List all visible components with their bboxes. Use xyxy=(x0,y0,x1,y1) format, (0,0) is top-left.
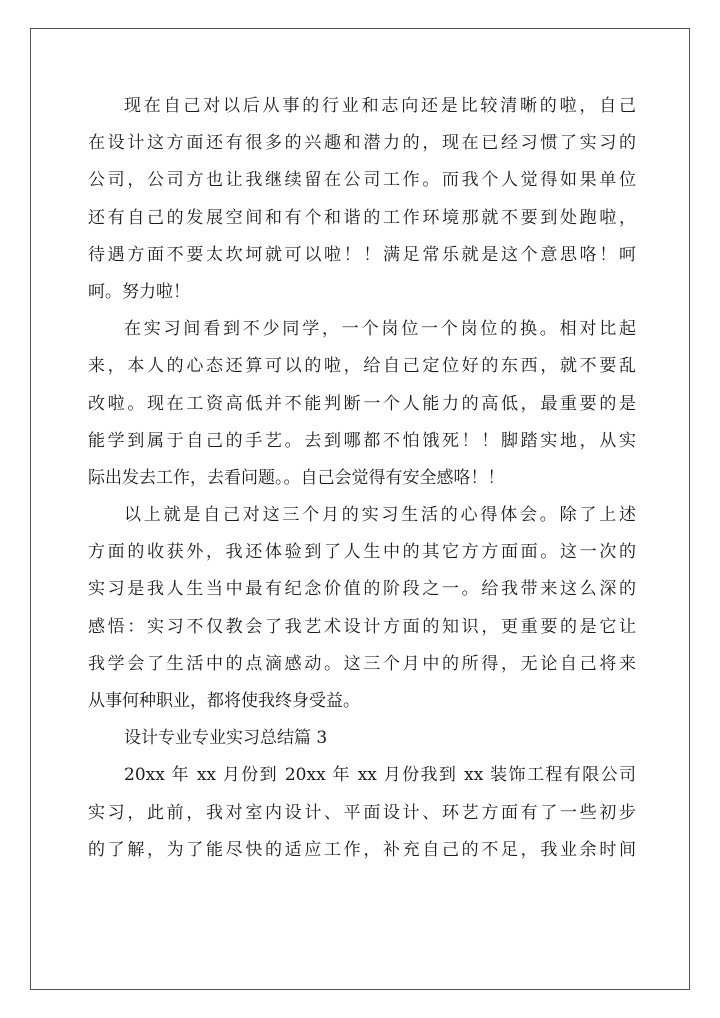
paragraph-1-line-6: 呵。努力啦！ xyxy=(88,281,190,302)
paragraph-1-line-1: 现在自己对以后从事的行业和志向还是比较清晰的啦，自己 xyxy=(124,96,636,116)
paragraph-4-line-2: 实习，此前，我对室内设计、平面设计、环艺方面有了一些初步 xyxy=(88,802,636,823)
paragraph-2-line-5: 际出发去工作，去看问题。。自己会觉得有安全感咯！！ xyxy=(88,467,505,488)
paragraph-3-line-5: 我学会了生活中的点滴感动。这三个月中的所得，无论自己将来 xyxy=(88,653,636,674)
paragraph-4-line-3: 的了解，为了能尽快的适应工作，补充自己的不足，我业余时间 xyxy=(88,839,636,860)
paragraph-2-line-4: 能学到属于自己的手艺。去到哪都不怕饿死！！脚踏实地，从实 xyxy=(88,430,636,451)
paragraph-3-line-3: 实习是我人生当中最有纪念价值的阶段之一。给我带来这么深的 xyxy=(88,579,636,600)
paragraph-3-line-1: 以上就是自己对这三个月的实习生活的心得体会。除了上述 xyxy=(124,505,636,526)
paragraph-1-line-4: 还有自己的发展空间和有个和谐的工作环境那就不要到处跑啦， xyxy=(88,207,636,228)
paragraph-3-line-4: 感悟：实习不仅教会了我艺术设计方面的知识，更重要的是它让 xyxy=(88,616,636,637)
paragraph-3-line-2: 方面的收获外，我还体验到了人生中的其它方方面面。这一次的 xyxy=(88,542,636,563)
paragraph-1-line-5: 待遇方面不要太坎坷就可以啦！！满足常乐就是这个意思咯！呵 xyxy=(88,244,636,265)
document-body xyxy=(88,88,636,869)
paragraph-3-line-6: 从事何种职业，都将使我终身受益。 xyxy=(88,691,360,711)
paragraph-2-line-3: 改啦。现在工资高低并不能判断一个人能力的高低，最重要的是 xyxy=(88,393,636,414)
section-heading: 设计专业专业实习总结篇 3 xyxy=(124,728,328,749)
paragraph-2-line-2: 来，本人的心态还算可以的啦，给自己定位好的东西，就不要乱 xyxy=(88,356,636,377)
paragraph-1-line-2: 在设计这方面还有很多的兴趣和潜力的，现在已经习惯了实习的 xyxy=(88,133,636,154)
paragraph-2-line-1: 在实习间看到不少同学，一个岗位一个岗位的换。相对比起 xyxy=(124,319,636,340)
paragraph-4-line-1: 20xx 年 xx 月份到 20xx 年 xx 月份我到 xx 装饰工程有限公司 xyxy=(124,765,636,786)
paragraph-1-line-3: 公司，公司方也让我继续留在公司工作。而我个人觉得如果单位 xyxy=(88,170,636,191)
